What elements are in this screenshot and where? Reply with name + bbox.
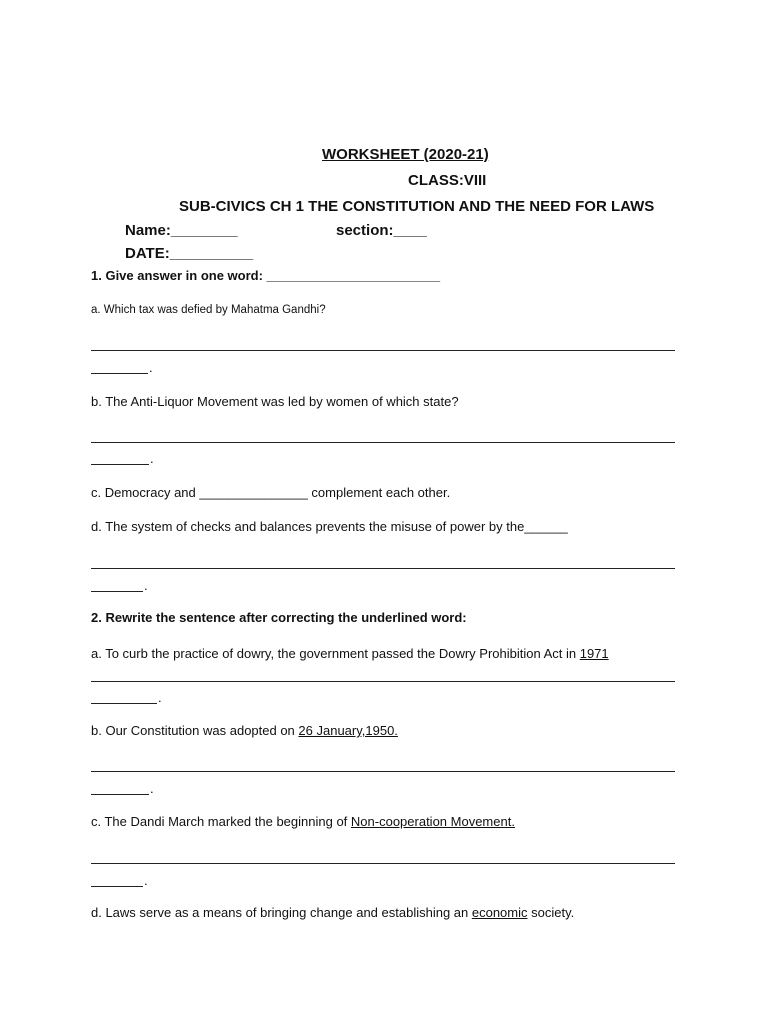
answer-line (91, 863, 675, 864)
answer-end-dot: . (150, 781, 154, 796)
answer-end-dot: . (144, 578, 148, 593)
answer-end-dot: . (149, 360, 153, 375)
answer-line-stub (91, 886, 143, 887)
answer-line-stub (91, 703, 157, 704)
question-1b: b. The Anti-Liquor Movement was led by women of which state? (91, 394, 459, 409)
question-2d (91, 905, 574, 920)
question-1c: c. Democracy and _______________ complement each other. (91, 485, 451, 500)
question-2b-text: b. Our Constitution was adopted on (91, 723, 299, 738)
class-label: CLASS:VIII (408, 172, 487, 189)
section2-heading: 2. Rewrite the sentence after correcting the underlined word: (91, 610, 467, 625)
question-2a (91, 646, 609, 661)
answer-line-stub (91, 373, 148, 374)
underlined-word: economic (471, 905, 528, 920)
question-2a-text: a. To curb the practice of dowry, the government passed the Dowry Prohibition Act in (91, 646, 580, 661)
answer-line-stub (91, 464, 149, 465)
underlined-word: 26 January,1950. (298, 723, 398, 738)
answer-line (91, 771, 675, 772)
answer-line (91, 568, 675, 569)
question-1a: a. Which tax was defied by Mahatma Gandhi? (91, 304, 326, 316)
answer-line (91, 681, 675, 682)
question-1d: d. The system of checks and balances prevents the misuse of power by the______ (91, 519, 568, 534)
subject-title: SUB-CIVICS CH 1 THE CONSTITUTION AND THE NEED FOR LAWS (179, 198, 655, 215)
answer-line (91, 442, 675, 443)
answer-end-dot: . (158, 690, 162, 705)
underlined-word: Non-cooperation Movement. (350, 814, 515, 829)
question-2d-suffix: society. (527, 905, 575, 920)
section-field: section:____ (336, 222, 427, 239)
answer-end-dot: . (150, 451, 154, 466)
answer-line (91, 350, 675, 351)
date-field: DATE:__________ (125, 245, 254, 262)
question-2c-text: c. The Dandi March marked the beginning of (91, 814, 351, 829)
underlined-word: 1971 (579, 646, 609, 661)
answer-line-stub (91, 591, 143, 592)
question-2c (91, 814, 515, 829)
name-field: Name:________ (125, 222, 238, 239)
question-2d-text: d. Laws serve as a means of bringing change and establishing an (91, 905, 472, 920)
answer-line-stub (91, 794, 149, 795)
answer-end-dot: . (144, 873, 148, 888)
worksheet-title: WORKSHEET (2020-21) (322, 146, 489, 163)
question-2b (91, 723, 398, 738)
section1-heading: 1. Give answer in one word: ________________________ (91, 268, 441, 283)
